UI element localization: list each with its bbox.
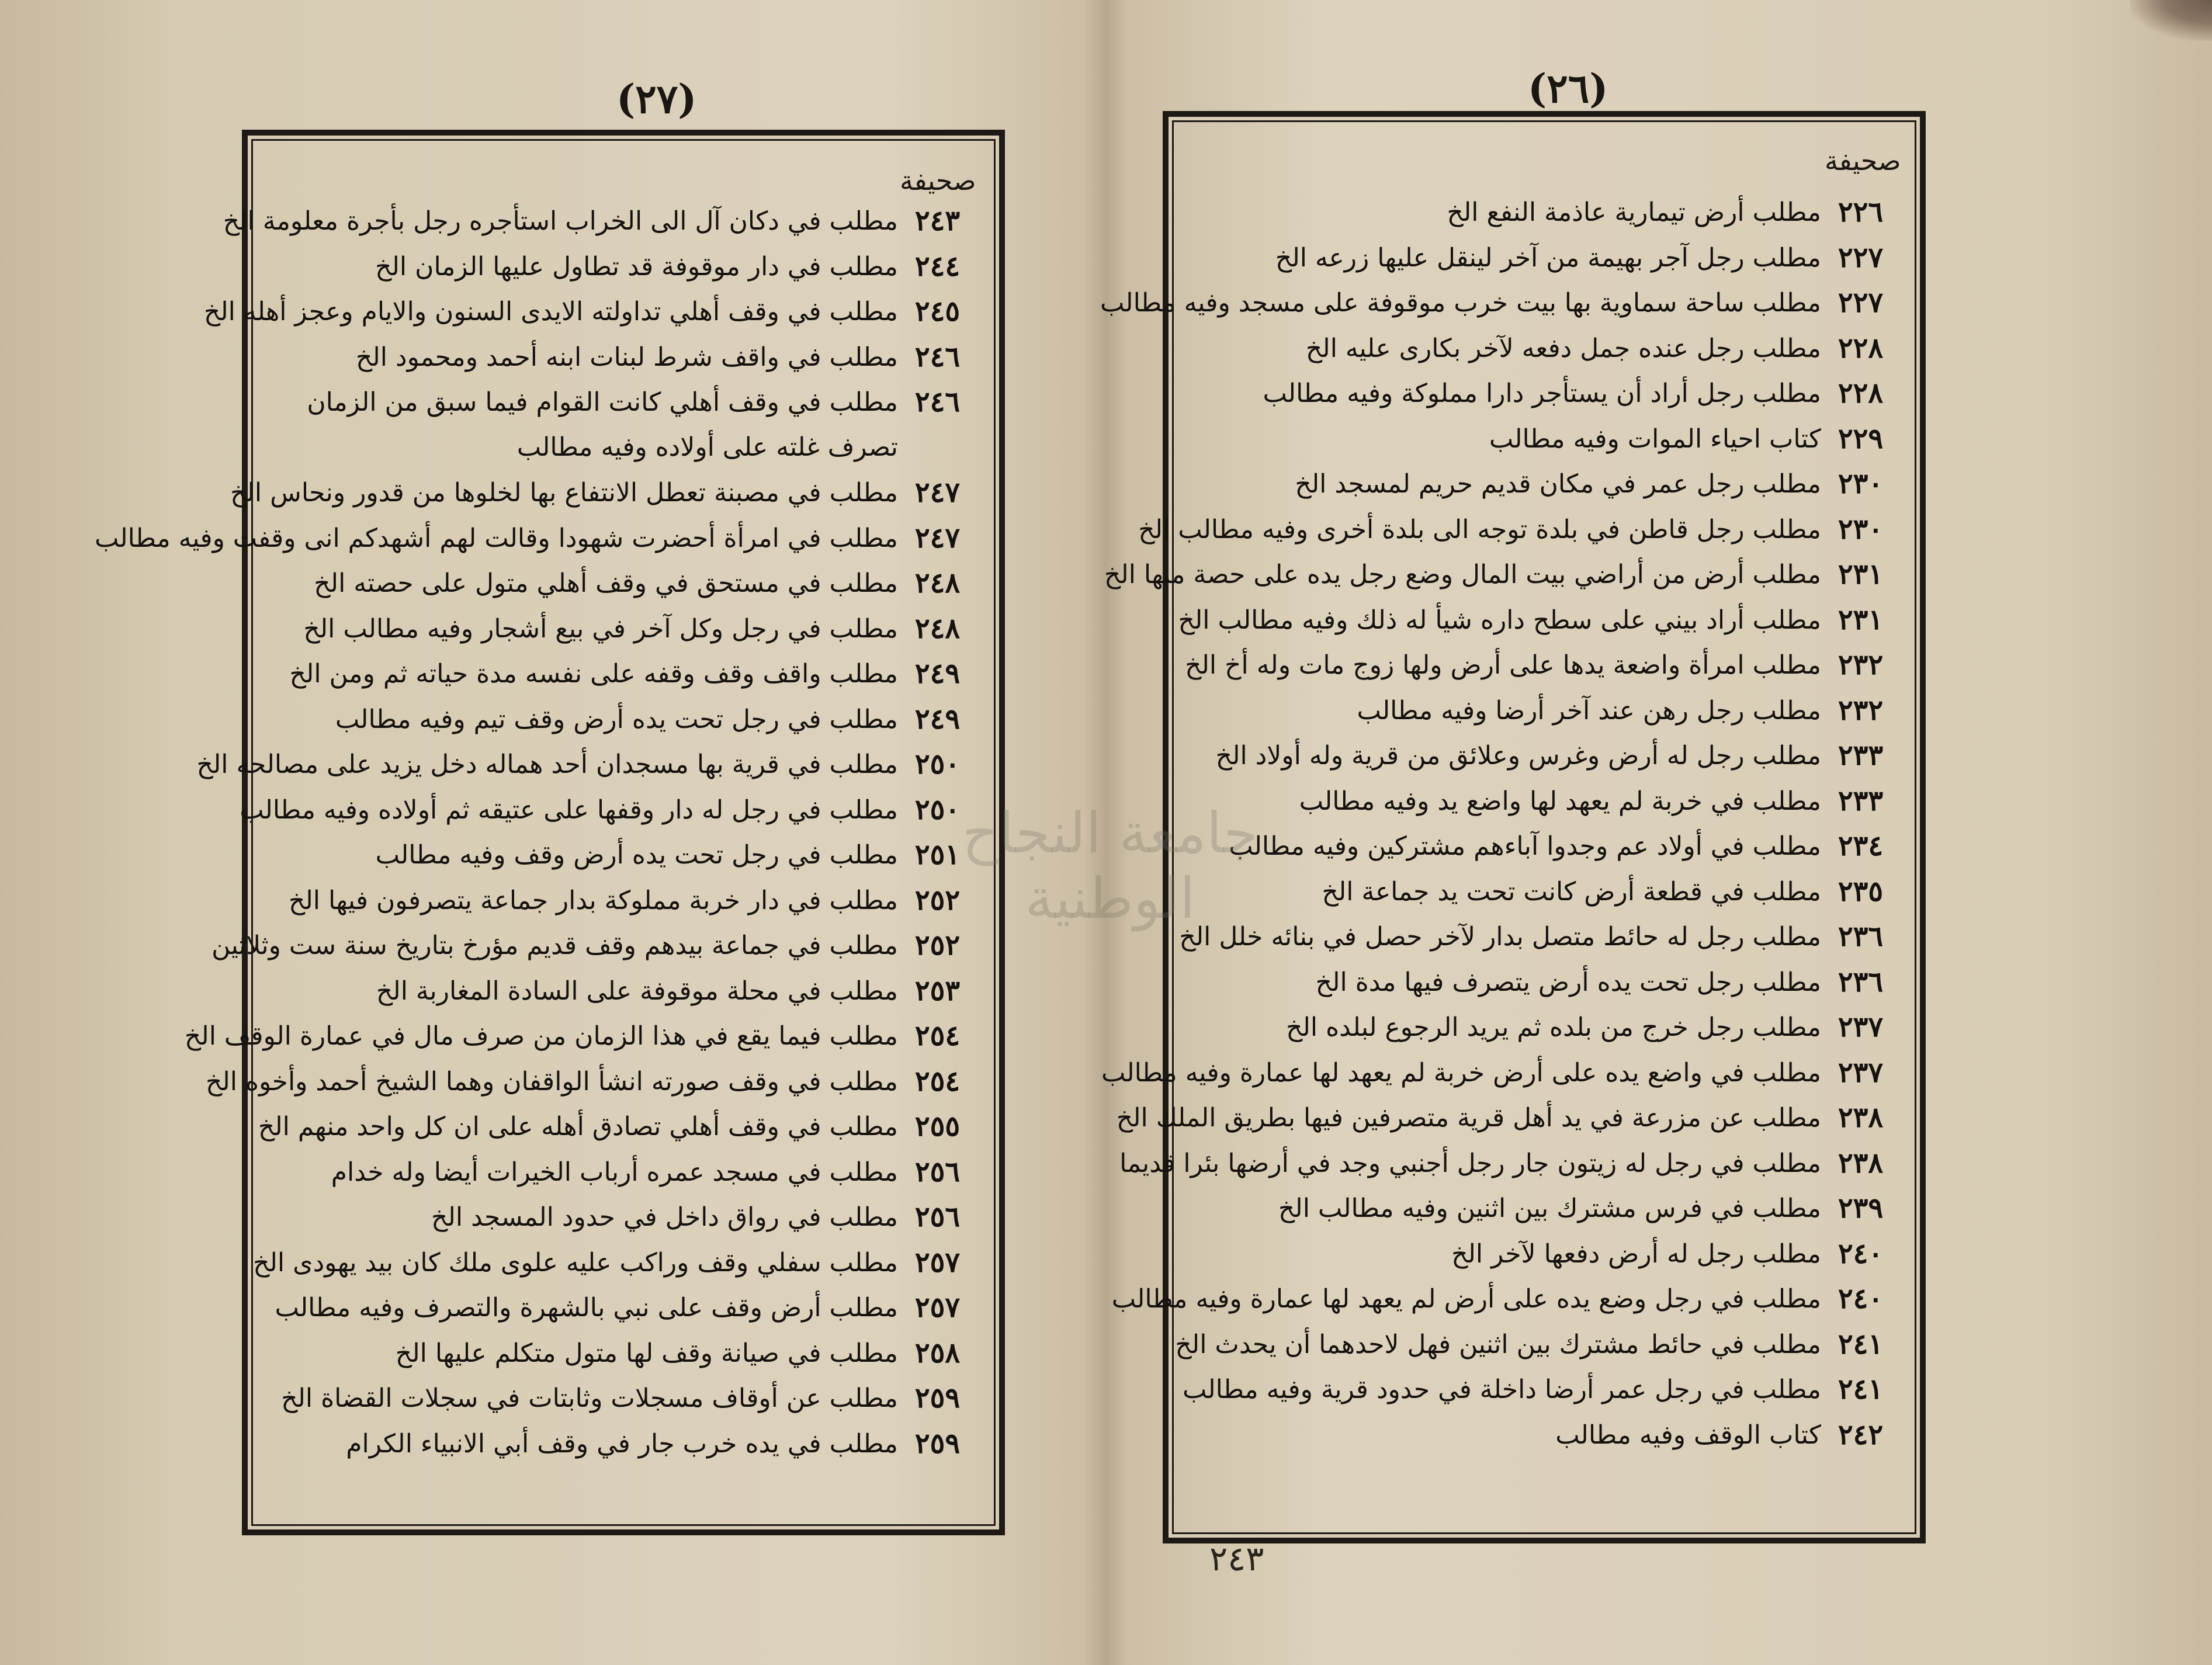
entry-title: مطلب في امرأة أحضرت شهودا وقالت لهم أشهدكم انى وقفت وفيه مطالب [95,523,898,553]
entry-page-number: ٢٤٢ [1837,1418,1884,1451]
index-entry [1180,1232,1900,1277]
entry-title: مطلب في دار موقوفة قد تطاول عليها الزمان الخ [375,251,898,282]
index-entry [1180,1186,1900,1232]
index-entry [203,289,977,335]
entry-title: مطلب في صيانة وقف لها متول متكلم عليها الخ [395,1338,898,1368]
entry-title: مطلب في قرية بها مسجدان أحد هماله دخل يزيد على مصالحه الخ [196,750,898,779]
index-entry [257,561,977,606]
entry-page-number: ٢٤٦ [914,386,961,418]
entry-page-number: ٢٣٩ [1837,1192,1884,1225]
entry-title: مطلب رجل عمر في مكان قديم حريم لمسجد الخ [1295,469,1821,499]
index-entry [1100,280,1900,326]
entry-title: مطلب في رجل وكل آخر في بيع أشجار وفيه مطالب الخ [303,613,898,644]
entry-title: مطلب في دار خربة مملوكة بدار جماعة يتصرفون فيها الخ [288,885,898,915]
entry-page-number: ٢٥٤ [914,1019,961,1052]
entry-page-number: ٢٥٠ [914,748,961,781]
entry-title: مطلب رجل رهن عند آخر أرضا وفيه مطالب [1357,695,1821,726]
left-page-heading: صحيفة [900,165,976,196]
entry-title: مطلب في مسجد عمره أرباب الخيرات أيضا وله خدام [331,1157,898,1187]
entry-page-number: ٢٤٨ [914,567,961,599]
index-entry [1180,643,1900,688]
entry-title: مطلب في خربة لم يعهد لها واضع يد وفيه مطالب [1299,786,1821,816]
entry-page-number: ٢٤٥ [914,295,961,328]
index-entry [257,1421,977,1467]
entry-page-number: ٢٢٨ [1837,331,1884,365]
index-entry [1180,417,1900,462]
entry-page-number: ٢٣٧ [1837,1011,1884,1043]
entry-title: مطلب في رجل له زيتون جار رجل أجنبي وجد في أرضها بئرا قديما [1119,1148,1821,1178]
index-entry [1104,552,1900,598]
entry-title: مطلب عن أوقاف مسجلات وثابتات في سجلات القضاة الخ [281,1383,898,1413]
entry-title: مطلب في رجل وضع يده على أرض لم يعهد لها عمارة وفيه مطالب [1111,1284,1821,1314]
entry-page-number: ٢٥٤ [914,1064,961,1098]
entry-page-number: ٢٥٧ [914,1291,961,1324]
index-entry [257,1285,977,1331]
entry-page-number: ٢٤٤ [914,249,961,283]
entry-page-number: ٢٣٣ [1837,784,1884,817]
entry-page-number: ٢٣٦ [1837,965,1884,998]
index-entry [95,516,977,561]
index-entry [205,1059,977,1105]
entry-page-number: ٢٤٩ [914,702,961,736]
entry-title: مطلب في رجل تحت يده أرض وقف تيم وفيه مطالب [335,704,898,734]
entry-page-number: ٢٣٣ [1837,739,1884,772]
entry-page-number: ٢٤٠ [1837,1282,1884,1315]
entry-page-number: ٢٥١ [914,838,961,871]
entry-title: مطلب رجل عنده جمل دفعه لآخر بكارى عليه الخ [1305,333,1821,363]
index-entry [257,878,977,924]
entry-title: مطلب سفلي وقف وراكب عليه علوى ملك كان بيد يهودى الخ [253,1247,898,1278]
index-entry [1101,1050,1900,1096]
index-entry [1180,235,1900,281]
entry-title: مطلب في أولاد عم وجدوا آباءهم مشتركين وفيه مطالب [1229,831,1821,861]
entry-title: مطلب في مستحق في وقف أهلي متول على حصته الخ [314,568,898,598]
entry-page-number: ٢٤١ [1837,1373,1884,1406]
entry-title: مطلب في جماعة بيدهم وقف قديم مؤرخ بتاريخ سنة ست وثلاثين [212,931,898,960]
entry-page-number: ٢٥٩ [914,1427,961,1460]
entry-title: مطلب في يده خرب جار في وقف أبي الانبياء الكرام [346,1428,898,1459]
entry-page-number: ٢٣٢ [1837,648,1884,681]
entry-title: مطلب في وقف أهلي كانت القوام فيما سبق من الزمان تصرف غلته على أولاده وفيه مطالب [307,387,898,462]
entry-page-number: ٢٥٦ [914,1201,961,1233]
entry-title: مطلب في رواق داخل في حدود المسجد الخ [431,1202,898,1232]
index-entry [257,606,977,652]
entry-title: مطلب في رجل تحت يده أرض وقف وفيه مطالب [375,840,898,870]
index-entry [1180,190,1900,235]
entry-title: مطلب في رجل عمر أرضا داخلة في حدود قرية وفيه مطالب [1183,1375,1821,1404]
entry-title: مطلب رجل آجر بهيمة من آخر لينقل عليها زرعه الخ [1275,242,1821,273]
entry-title: مطلب في رجل له دار وقفها على عتيقه ثم أولاده وفيه مطالب [240,795,898,825]
index-entry [257,1104,977,1150]
index-entry [1180,1005,1900,1050]
entry-title: مطلب في وقف أهلي تداولته الايدى السنون والايام وعجز أهله الخ [203,297,898,327]
entry-title: مطلب أراد بيني على سطح داره شيأ له ذلك وفيه مطالب الخ [1178,605,1821,635]
index-entry [257,244,977,290]
index-entry [1180,779,1900,824]
entry-page-number: ٢٥٦ [914,1155,961,1188]
entry-page-number: ٢٣٨ [1837,1146,1884,1180]
footer-number: ٢٤٣ [1209,1539,1264,1579]
entry-title: كتاب الوقف وفيه مطالب [1555,1420,1821,1450]
entry-page-number: ٢٣٥ [1837,875,1884,908]
index-entry [223,199,977,244]
entry-title: مطلب في حائط مشترك بين اثنين فهل لاحدهما أن يحدث الخ [1175,1329,1821,1359]
entry-title: مطلب رجل خرج من بلده ثم يريد الرجوع لبلده الخ [1286,1012,1821,1042]
entry-title: مطلب أرض من أراضي بيت المال وضع رجل يده على حصة منها الخ [1104,560,1821,589]
entry-title: مطلب رجل له أرض وغرس وعلائق من قرية وله أولاد الخ [1215,741,1821,771]
entry-title: مطلب في قطعة أرض كانت تحت يد جماعة الخ [1322,876,1821,907]
index-entry [1180,733,1900,779]
entry-title: مطلب في واضع يده على أرض خربة لم يعهد لها عمارة وفيه مطالب [1101,1057,1821,1088]
entry-page-number: ٢٤٣ [914,204,961,237]
entry-title: مطلب رجل تحت يده أرض يتصرف فيها مدة الخ [1315,967,1821,997]
entry-title: مطلب في واقف شرط لبنات ابنه أحمد ومحمود الخ [355,342,898,372]
index-entry [1180,1413,1900,1458]
entry-page-number: ٢٤٧ [914,476,961,509]
entry-page-number: ٢٤٩ [914,657,961,690]
entry-page-number: ٢٢٩ [1837,422,1884,455]
entry-page-number: ٢٣٧ [1837,1056,1884,1089]
entry-page-number: ٢٣٦ [1837,920,1884,953]
index-entry [1180,326,1900,372]
index-entry [1180,914,1900,960]
index-entry [257,697,977,743]
index-entry [1180,688,1900,734]
index-entry [230,470,977,516]
entry-title: مطلب رجل له أرض دفعها لآخر الخ [1451,1239,1821,1269]
entry-page-number: ٢٥٧ [914,1246,961,1279]
entry-page-number: ٢٢٨ [1837,377,1884,410]
entry-title: مطلب امرأة واضعة يدها على أرض ولها زوج مات وله أخ الخ [1185,650,1821,680]
left-page-index [95,199,977,1466]
entry-title: مطلب أرض تيمارية عاذمة النفع الخ [1447,197,1821,227]
entry-title: مطلب رجل له حائط متصل بدار لآخر حصل في بنائه خلل الخ [1179,922,1821,952]
entry-title: مطلب رجل أراد أن يستأجر دارا مملوكة وفيه مطالب [1263,379,1821,408]
entry-page-number: ٢٥٩ [914,1382,961,1414]
entry-page-number: ٢٢٦ [1837,196,1884,228]
entry-title: مطلب في وقف أهلي تصادق أهله على ان كل واحد منهم الخ [258,1112,898,1142]
entry-page-number: ٢٥٣ [914,974,961,1007]
index-entry [212,923,977,969]
entry-page-number: ٢٣٠ [1837,467,1884,500]
right-page [1100,0,2212,1665]
entry-page-number: ٢٥٢ [914,883,961,917]
entry-page-number: ٢٣٢ [1837,693,1884,727]
index-entry [1180,960,1900,1005]
entry-page-number: ٢٤٦ [914,340,961,373]
entry-title: مطلب واقف وقف وقفه على نفسه مدة حياته ثم ومن الخ [289,659,898,689]
index-entry [257,1150,977,1195]
index-entry [1180,869,1900,915]
entry-title: مطلب رجل قاطن في بلدة توجه الى بلدة أخرى وفيه مطالب الخ [1138,514,1821,544]
entry-title: مطلب عن مزرعة في يد أهل قرية متصرفين فيها بطريق الملك الخ [1116,1103,1821,1133]
watermark: جامعة النجاح الوطنية [962,800,1258,931]
index-entry [253,1240,977,1286]
index-entry [1175,1322,1900,1368]
index-entry [257,969,977,1014]
index-entry [1116,1095,1900,1141]
entry-page-number: ٢٤٨ [914,612,961,645]
entry-title: مطلب في وقف صورته انشأ الواقفان وهما الشيخ أحمد وأخوه الخ [205,1066,898,1097]
entry-page-number: ٢٢٧ [1837,241,1884,274]
entry-title: كتاب احياء الموات وفيه مطالب [1489,424,1821,454]
entry-page-number: ٢٣٤ [1837,830,1884,862]
index-entry [1138,507,1900,553]
index-entry [257,335,977,380]
index-entry [1180,1367,1900,1413]
entry-title: مطلب في محلة موقوفة على السادة المغاربة الخ [376,976,898,1006]
entry-page-number: ٢٥٠ [914,793,961,826]
entry-page-number: ٢٣١ [1837,558,1884,591]
index-entry [257,1376,977,1421]
entry-page-number: ٢٤٠ [1837,1237,1884,1270]
index-entry [257,380,977,470]
entry-page-number: ٢٤١ [1837,1327,1884,1361]
index-entry [1111,1276,1900,1322]
index-entry [196,742,977,788]
entry-title: مطلب في فرس مشترك بين اثنين وفيه مطالب الخ [1278,1194,1821,1223]
index-entry [1119,1141,1900,1187]
entry-page-number: ٢٥٥ [914,1110,961,1143]
entry-page-number: ٢٣١ [1837,603,1884,636]
index-entry [1180,462,1900,507]
entry-title: مطلب في دكان آل الى الخراب استأجره رجل بأجرة معلومة الخ [223,206,898,236]
entry-page-number: ٢٣٠ [1837,512,1884,546]
entry-title: مطلب فيما يقع في هذا الزمان من صرف مال في عمارة الوقف الخ [184,1021,898,1051]
entry-page-number: ٢٣٨ [1837,1101,1884,1134]
index-entry [1180,371,1900,417]
entry-page-number: ٢٥٢ [914,929,961,962]
index-entry [257,832,977,878]
entry-title: مطلب في مصبنة تعطل الانتفاع بها لخلوها من قدور ونحاس الخ [230,478,898,508]
right-page-heading: صحيفة [1825,145,1901,176]
entry-title: مطلب ساحة سماوية بها بيت خرب موقوفة على مسجد وفيه مطالب [1100,288,1821,318]
index-entry [257,651,977,697]
index-entry [240,788,977,833]
entry-page-number: ٢٤٧ [914,521,961,554]
index-entry [184,1014,977,1059]
entry-title: مطلب أرض وقف على نبي بالشهرة والتصرف وفيه مطالب [275,1293,898,1323]
index-entry [1180,598,1900,643]
index-entry [1180,824,1900,869]
left-page-number: (٢٧) [616,76,697,123]
index-entry [257,1331,977,1376]
right-page-number: (٢٦) [1528,65,1608,112]
entry-page-number: ٢٥٨ [914,1336,961,1369]
index-entry [257,1195,977,1240]
entry-page-number: ٢٢٧ [1837,286,1884,319]
